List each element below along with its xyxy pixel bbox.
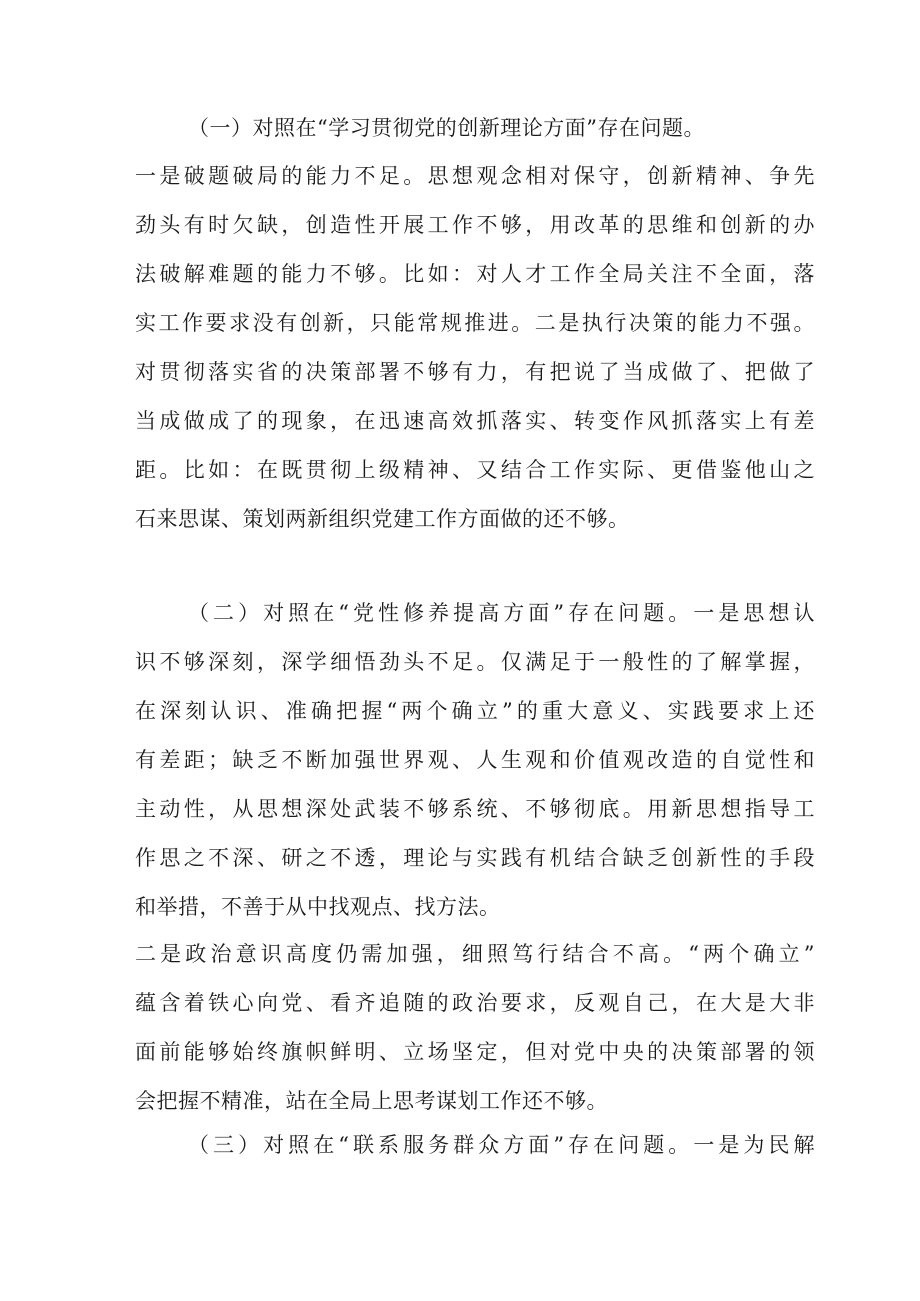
- paragraph-line: 蕴含着铁心向党、看齐追随的政治要求，反观自己，在大是大非: [135, 991, 815, 1015]
- paragraph-line: 识不够深刻，深学细悟劲头不足。仅满足于一般性的了解掌握，: [135, 650, 815, 674]
- paragraph-line: 会把握不精准，站在全局上思考谋划工作还不够。: [135, 1089, 608, 1113]
- paragraph-line: 法破解难题的能力不够。比如：对人才工作全局关注不全面，落: [135, 262, 815, 286]
- paragraph-line: 距。比如：在既贯彻上级精神、又结合工作实际、更借鉴他山之: [135, 458, 815, 482]
- paragraph-line: 和举措，不善于从中找观点、找方法。: [135, 895, 501, 919]
- paragraph-line: 面前能够始终旗帜鲜明、立场坚定，但对党中央的决策部署的领: [135, 1040, 815, 1064]
- paragraph-line: 作思之不深、研之不透，理论与实践有机结合缺乏创新性的手段: [135, 846, 815, 870]
- paragraph-line: 石来思谋、策划两新组织党建工作方面做的还不够。: [135, 507, 630, 531]
- section-3-heading: （三）对照在“联系服务群众方面”存在问题。一是为民解: [188, 1133, 815, 1157]
- section-2-heading: （二）对照在“党性修养提高方面”存在问题。一是思想认: [188, 601, 815, 625]
- paragraph-line: 一是破题破局的能力不足。思想观念相对保守，创新精神、争先: [135, 164, 815, 188]
- paragraph-line: 劲头有时欠缺，创造性开展工作不够，用改革的思维和创新的办: [135, 213, 815, 237]
- paragraph-line: 当成做成了的现象，在迅速高效抓落实、转变作风抓落实上有差: [135, 409, 815, 433]
- paragraph-line: 有差距；缺乏不断加强世界观、人生观和价值观改造的自觉性和: [135, 748, 815, 772]
- paragraph-line: 对贯彻落实省的决策部署不够有力，有把说了当成做了、把做了: [135, 360, 815, 384]
- paragraph-line: 实工作要求没有创新，只能常规推进。二是执行决策的能力不强。: [135, 311, 815, 335]
- paragraph-line: 在深刻认识、准确把握“两个确立”的重大意义、实践要求上还: [135, 699, 815, 723]
- section-1-heading: （一）对照在“学习贯彻党的创新理论方面”存在问题。: [188, 116, 705, 140]
- paragraph-line: 二是政治意识高度仍需加强，细照笃行结合不高。“两个确立”: [135, 942, 815, 966]
- paragraph-line: 主动性，从思想深处武装不够系统、不够彻底。用新思想指导工: [135, 797, 815, 821]
